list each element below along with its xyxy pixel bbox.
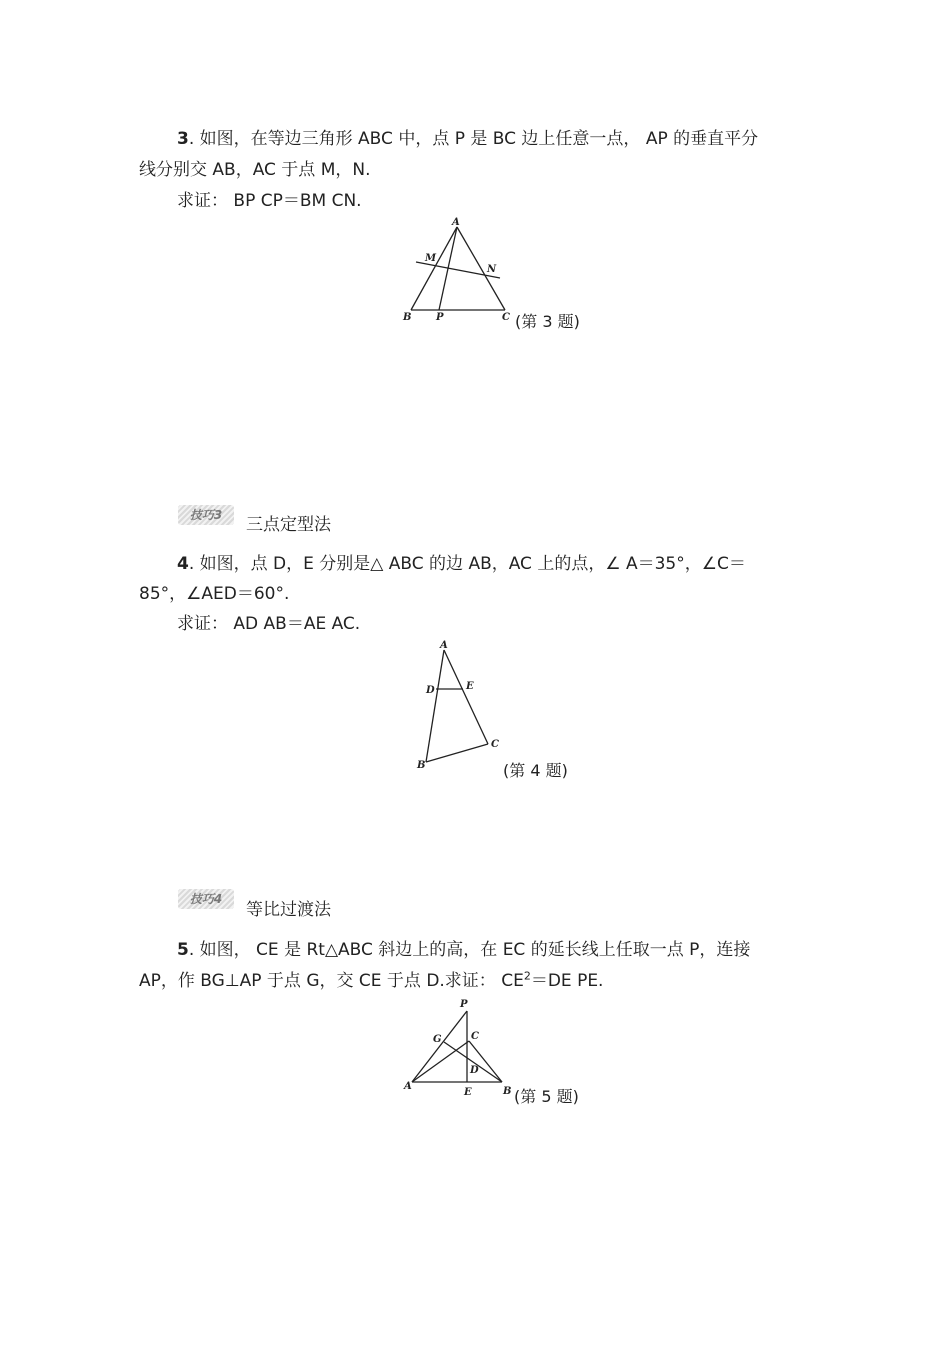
p4-label-e: E bbox=[466, 681, 474, 692]
p3-label-p: P bbox=[436, 312, 444, 323]
p3-label-a: A bbox=[452, 217, 460, 228]
problem5-line1: 5. 如图， CE 是 Rt△ABC 斜边上的高，在 EC 的延长线上任取一点 P，连接 bbox=[177, 940, 751, 960]
p4-label-c: C bbox=[491, 739, 499, 750]
problem4-line1: 4. 如图，点 D，E 分别是△ ABC 的边 AB，AC 上的点，∠ A＝35°，∠C＝ bbox=[177, 554, 746, 574]
skill3-title: 三点定型法 bbox=[246, 515, 331, 535]
p4-label-d: D bbox=[426, 685, 435, 696]
p5-label-a: A bbox=[404, 1081, 412, 1092]
problem5-line2: AP，作 BG⊥AP 于点 G，交 CE 于点 D.求证： $CE^2=DE$ PE. bbox=[139, 969, 604, 991]
p5-label-e: E bbox=[464, 1087, 472, 1098]
problem3-caption: (第 3 题) bbox=[515, 312, 580, 331]
problem5-number: 5 bbox=[177, 940, 189, 960]
p3-label-m: M bbox=[425, 253, 437, 264]
problem3-line1: 3. 如图，在等边三角形 ABC 中，点 P 是 BC 边上任意一点， AP 的垂直平分 bbox=[177, 129, 759, 149]
problem4-number: 4 bbox=[177, 554, 189, 574]
skill4-badge: 技巧4 bbox=[178, 889, 234, 909]
problem5-caption: (第 5 题) bbox=[514, 1087, 579, 1106]
skill4-title: 等比过渡法 bbox=[246, 900, 331, 920]
p5-label-d: D bbox=[470, 1065, 479, 1076]
skill3-badge: 技巧3 bbox=[178, 505, 234, 525]
problem4-caption: (第 4 题) bbox=[503, 761, 568, 780]
problem3-number: 3 bbox=[177, 129, 189, 149]
problem4-line2: 85°，∠AED＝60°. bbox=[139, 584, 290, 604]
p3-label-n: N bbox=[487, 264, 497, 275]
problem3-line3: 求证： BP CP＝BM CN. bbox=[177, 191, 362, 211]
p4-label-a: A bbox=[440, 640, 448, 651]
problem3-line2: 线分别交 AB，AC 于点 M，N. bbox=[139, 160, 371, 180]
p5-label-p: P bbox=[460, 999, 468, 1010]
p3-label-b: B bbox=[403, 312, 412, 323]
p5-label-b: B bbox=[503, 1086, 512, 1097]
p3-label-c: C bbox=[502, 312, 510, 323]
p5-label-g: G bbox=[433, 1034, 442, 1045]
p4-label-b: B bbox=[417, 760, 426, 771]
problem4-line3: 求证： AD AB＝AE AC. bbox=[177, 614, 361, 634]
p5-label-c: C bbox=[471, 1031, 479, 1042]
